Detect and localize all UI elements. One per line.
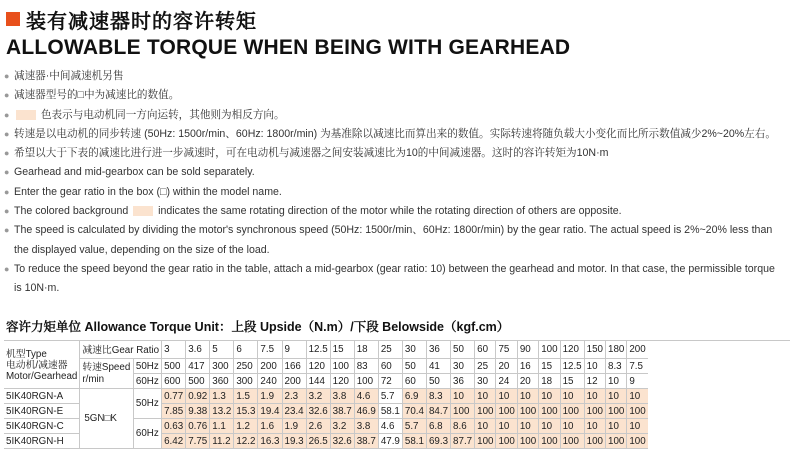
- torque-cell: 23.4: [282, 404, 306, 419]
- torque-cell: 84.7: [426, 404, 450, 419]
- torque-cell: 10: [475, 419, 496, 434]
- note-text: The speed is calculated by dividing the motor's synchronous speed (50Hz: 1500r/min、60Hz: 1800r/min) by the gear ratio. The actual speed is 2%~20% less than the displayed value, depending on the size of the load.: [14, 224, 773, 256]
- note-text: 转速是以电动机的同步转速 (50Hz: 1500r/min、60Hz: 1800r/min) 为基准除以减速比而算出来的数值。实际转速将随负载大小变化而比所示数值减少2%~20%左右。: [14, 127, 776, 140]
- note-item: [4, 144, 784, 163]
- torque-cell: 13.2: [210, 404, 234, 419]
- torque-row: [4, 389, 648, 404]
- speed-cell: 417: [186, 359, 210, 374]
- torque-cell: 7.85: [162, 404, 186, 419]
- speed-cell: 166: [282, 359, 306, 374]
- torque-cell: 100: [606, 404, 627, 419]
- torque-cell: 10: [627, 389, 648, 404]
- note-text: Enter the gear ratio in the box (□) within the model name.: [14, 185, 282, 198]
- bullet-icon: ●: [4, 109, 10, 120]
- speed-cell: 15: [539, 359, 560, 374]
- speed-cell: 60: [402, 374, 426, 389]
- gear-ratio-cell: 100: [539, 340, 560, 359]
- hz-label: 50Hz: [133, 389, 161, 419]
- bullet-icon: ●: [4, 71, 10, 81]
- note-text: 色表示与电动机同一方向运转，其他则为相反方向。: [14, 106, 784, 125]
- speed-cell: 15: [560, 374, 584, 389]
- torque-cell: 3.2: [306, 389, 330, 404]
- speed-cell: 18: [539, 374, 560, 389]
- torque-cell: 1.9: [258, 389, 282, 404]
- torque-cell: 10: [606, 419, 627, 434]
- torque-cell: 100: [560, 404, 584, 419]
- speed-cell: 12: [584, 374, 605, 389]
- color-swatch: [16, 110, 36, 120]
- gear-ratio-cell: 75: [496, 340, 517, 359]
- speed-cell: 100: [330, 359, 354, 374]
- torque-cell: 12.2: [234, 434, 258, 449]
- notes-list: [4, 67, 784, 299]
- model-name: 5IK40RGN-A: [4, 389, 80, 404]
- torque-cell: 6.8: [426, 419, 450, 434]
- speed-cell: 120: [306, 359, 330, 374]
- torque-cell: 10: [627, 419, 648, 434]
- torque-cell: 4.6: [354, 389, 378, 404]
- torque-cell: 3.2: [330, 419, 354, 434]
- torque-cell: 1.5: [234, 389, 258, 404]
- model-name: 5IK40RGN-C: [4, 419, 80, 434]
- torque-cell: 87.7: [451, 434, 475, 449]
- ratio-row: [4, 340, 648, 359]
- speed-cell: 60: [378, 359, 402, 374]
- bullet-icon: ●: [4, 186, 10, 197]
- table-title: 容许力矩单位 Allowance Torque Unit：上段 Upside（N.m）/下段 Belowside（kgf.cm）: [6, 320, 510, 334]
- torque-cell: 5.7: [378, 389, 402, 404]
- speed-cell: 20: [496, 359, 517, 374]
- model-header-line: Motor/Gearhead: [6, 370, 78, 382]
- torque-cell: 1.3: [210, 389, 234, 404]
- speed-cell: 7.5: [627, 359, 648, 374]
- gearhead-model: 5GN□K: [80, 389, 134, 449]
- torque-cell: 10: [560, 389, 584, 404]
- color-swatch: [133, 206, 153, 216]
- speed-cell: 200: [282, 374, 306, 389]
- torque-cell: 19.4: [258, 404, 282, 419]
- torque-cell: 10: [560, 419, 584, 434]
- speed-cell: 12.5: [560, 359, 584, 374]
- torque-cell: 69.3: [426, 434, 450, 449]
- torque-cell: 100: [496, 434, 517, 449]
- bullet-icon: ●: [4, 225, 10, 236]
- torque-cell: 10: [584, 389, 605, 404]
- torque-cell: 100: [584, 404, 605, 419]
- torque-cell: 6.42: [162, 434, 186, 449]
- torque-table: [4, 340, 648, 449]
- speed-cell: 300: [234, 374, 258, 389]
- torque-cell: 32.6: [306, 404, 330, 419]
- gear-ratio-cell: 25: [378, 340, 402, 359]
- speed-cell: 360: [210, 374, 234, 389]
- torque-cell: 2.3: [282, 389, 306, 404]
- torque-cell: 0.76: [186, 419, 210, 434]
- torque-cell: 58.1: [378, 404, 402, 419]
- torque-cell: 10: [451, 389, 475, 404]
- torque-cell: 100: [584, 434, 605, 449]
- note-item: [4, 86, 784, 105]
- torque-cell: 5.7: [402, 419, 426, 434]
- gear-ratio-cell: 15: [330, 340, 354, 359]
- speed-cell: 72: [378, 374, 402, 389]
- torque-cell: 1.1: [210, 419, 234, 434]
- gear-ratio-cell: 60: [475, 340, 496, 359]
- torque-cell: 0.63: [162, 419, 186, 434]
- torque-cell: 100: [606, 434, 627, 449]
- torque-cell: 100: [539, 404, 560, 419]
- note-item: [4, 221, 784, 260]
- torque-cell: 100: [496, 404, 517, 419]
- torque-cell: 70.4: [402, 404, 426, 419]
- speed-cell: 144: [306, 374, 330, 389]
- speed-row-50: [4, 359, 648, 374]
- torque-cell: 10: [475, 389, 496, 404]
- gear-ratio-cell: 5: [210, 340, 234, 359]
- torque-cell: 1.9: [282, 419, 306, 434]
- speed-label: [80, 359, 134, 389]
- speed-cell: 10: [584, 359, 605, 374]
- gear-ratio-cell: 180: [606, 340, 627, 359]
- torque-cell: 7.75: [186, 434, 210, 449]
- speed-label-line: 转速Speed: [82, 361, 131, 373]
- torque-cell: 100: [539, 434, 560, 449]
- gear-ratio-cell: 200: [627, 340, 648, 359]
- gear-ratio-cell: 6: [234, 340, 258, 359]
- speed-cell: 24: [496, 374, 517, 389]
- speed-cell: 83: [354, 359, 378, 374]
- title-marker-icon: [6, 12, 20, 26]
- torque-cell: 11.2: [210, 434, 234, 449]
- torque-cell: 0.92: [186, 389, 210, 404]
- torque-cell: 1.6: [258, 419, 282, 434]
- gear-ratio-cell: 9: [282, 340, 306, 359]
- gear-ratio-cell: 3: [162, 340, 186, 359]
- note-item: [4, 67, 784, 86]
- speed-cell: 36: [451, 374, 475, 389]
- torque-cell: 10: [539, 419, 560, 434]
- gear-ratio-cell: 7.5: [258, 340, 282, 359]
- note-text: To reduce the speed beyond the gear ratio in the table, attach a mid-gearbox (gear ratio: 10) between the gearhead and motor. In that case, the permissible torque is 10N·m.: [14, 262, 775, 295]
- gear-ratio-cell: 12.5: [306, 340, 330, 359]
- gear-ratio-cell: 90: [517, 340, 538, 359]
- speed-cell: 25: [475, 359, 496, 374]
- torque-cell: 2.6: [306, 419, 330, 434]
- gear-ratio-cell: 150: [584, 340, 605, 359]
- torque-cell: 6.9: [402, 389, 426, 404]
- torque-cell: 10: [517, 389, 538, 404]
- model-header: [4, 340, 80, 389]
- section-title-zh: [6, 6, 257, 32]
- gear-ratio-cell: 30: [402, 340, 426, 359]
- speed-cell: 41: [426, 359, 450, 374]
- torque-cell: 10: [496, 389, 517, 404]
- hz-label: 60Hz: [133, 419, 161, 449]
- speed-cell: 300: [210, 359, 234, 374]
- note-text: 减速器型号的□中为减速比的数值。: [14, 89, 180, 102]
- speed-cell: 120: [330, 374, 354, 389]
- torque-cell: 100: [475, 434, 496, 449]
- hz-label: 60Hz: [133, 374, 161, 389]
- gear-ratio-cell: 36: [426, 340, 450, 359]
- torque-cell: 26.5: [306, 434, 330, 449]
- torque-cell: 100: [475, 404, 496, 419]
- torque-cell: 100: [560, 434, 584, 449]
- speed-label-line: r/min: [82, 373, 105, 385]
- speed-cell: 500: [162, 359, 186, 374]
- torque-cell: 16.3: [258, 434, 282, 449]
- note-item: [4, 125, 784, 144]
- speed-cell: 240: [258, 374, 282, 389]
- torque-cell: 10: [584, 419, 605, 434]
- torque-cell: 8.6: [451, 419, 475, 434]
- torque-cell: 0.77: [162, 389, 186, 404]
- note-text: 希望以大于下表的减速比进行进一步减速时，可在电动机与减速器之间安装减速比为10的中间减速器。这时的容许转矩为10N·m: [14, 147, 609, 160]
- torque-cell: 3.8: [330, 389, 354, 404]
- speed-cell: 20: [517, 374, 538, 389]
- speed-cell: 50: [402, 359, 426, 374]
- gear-ratio-cell: 50: [451, 340, 475, 359]
- torque-cell: 38.7: [330, 404, 354, 419]
- torque-cell: 3.8: [354, 419, 378, 434]
- note-text: The colored background indicates the same rotating direction of the motor while the rotating direction of others are opposite.: [14, 205, 622, 218]
- speed-cell: 100: [354, 374, 378, 389]
- torque-cell: 1.2: [234, 419, 258, 434]
- speed-cell: 600: [162, 374, 186, 389]
- torque-cell: 10: [496, 419, 517, 434]
- bullet-icon: ●: [4, 206, 10, 217]
- speed-cell: 16: [517, 359, 538, 374]
- title-zh-text: 装有减速器时的容许转矩: [26, 10, 257, 33]
- note-item: [4, 183, 784, 202]
- note-text: Gearhead and mid-gearbox can be sold separately.: [14, 166, 255, 179]
- torque-cell: 100: [627, 434, 648, 449]
- speed-cell: 8.3: [606, 359, 627, 374]
- torque-cell: 100: [517, 434, 538, 449]
- torque-cell: 10: [606, 389, 627, 404]
- note-text: 减速器·中间减速机另售: [14, 70, 124, 82]
- hz-label: 50Hz: [133, 359, 161, 374]
- torque-cell: 19.3: [282, 434, 306, 449]
- section-title-en: ALLOWABLE TORQUE WHEN BEING WITH GEARHEAD: [6, 36, 571, 59]
- gear-ratio-cell: 120: [560, 340, 584, 359]
- speed-cell: 10: [606, 374, 627, 389]
- torque-cell: 46.9: [354, 404, 378, 419]
- bullet-icon: ●: [4, 167, 10, 178]
- model-name: 5IK40RGN-H: [4, 434, 80, 449]
- speed-cell: 30: [451, 359, 475, 374]
- bullet-icon: ●: [4, 128, 10, 139]
- torque-cell: 4.6: [378, 419, 402, 434]
- note-item: [4, 163, 784, 182]
- gear-ratio-label: 减速比Gear Ratio: [80, 340, 162, 359]
- speed-cell: 50: [426, 374, 450, 389]
- note-item: [4, 202, 784, 221]
- speed-cell: 500: [186, 374, 210, 389]
- torque-cell: 10: [517, 419, 538, 434]
- torque-cell: 100: [517, 404, 538, 419]
- torque-cell: 10: [539, 389, 560, 404]
- torque-cell: 9.38: [186, 404, 210, 419]
- note-item: [4, 106, 784, 125]
- torque-cell: 38.7: [354, 434, 378, 449]
- speed-cell: 9: [627, 374, 648, 389]
- speed-cell: 250: [234, 359, 258, 374]
- torque-cell: 8.3: [426, 389, 450, 404]
- note-item: [4, 260, 784, 299]
- model-header-line: 机型Type: [6, 348, 47, 360]
- torque-cell: 100: [451, 404, 475, 419]
- bullet-icon: ●: [4, 263, 10, 274]
- speed-cell: 30: [475, 374, 496, 389]
- bullet-icon: ●: [4, 148, 10, 159]
- torque-cell: 32.6: [330, 434, 354, 449]
- model-header-line: 电动机/减速器: [6, 359, 68, 371]
- torque-cell: 100: [627, 404, 648, 419]
- speed-cell: 200: [258, 359, 282, 374]
- torque-cell: 58.1: [402, 434, 426, 449]
- gear-ratio-cell: 18: [354, 340, 378, 359]
- torque-cell: 47.9: [378, 434, 402, 449]
- gear-ratio-cell: 3.6: [186, 340, 210, 359]
- model-name: 5IK40RGN-E: [4, 404, 80, 419]
- bullet-icon: ●: [4, 90, 10, 101]
- torque-cell: 15.3: [234, 404, 258, 419]
